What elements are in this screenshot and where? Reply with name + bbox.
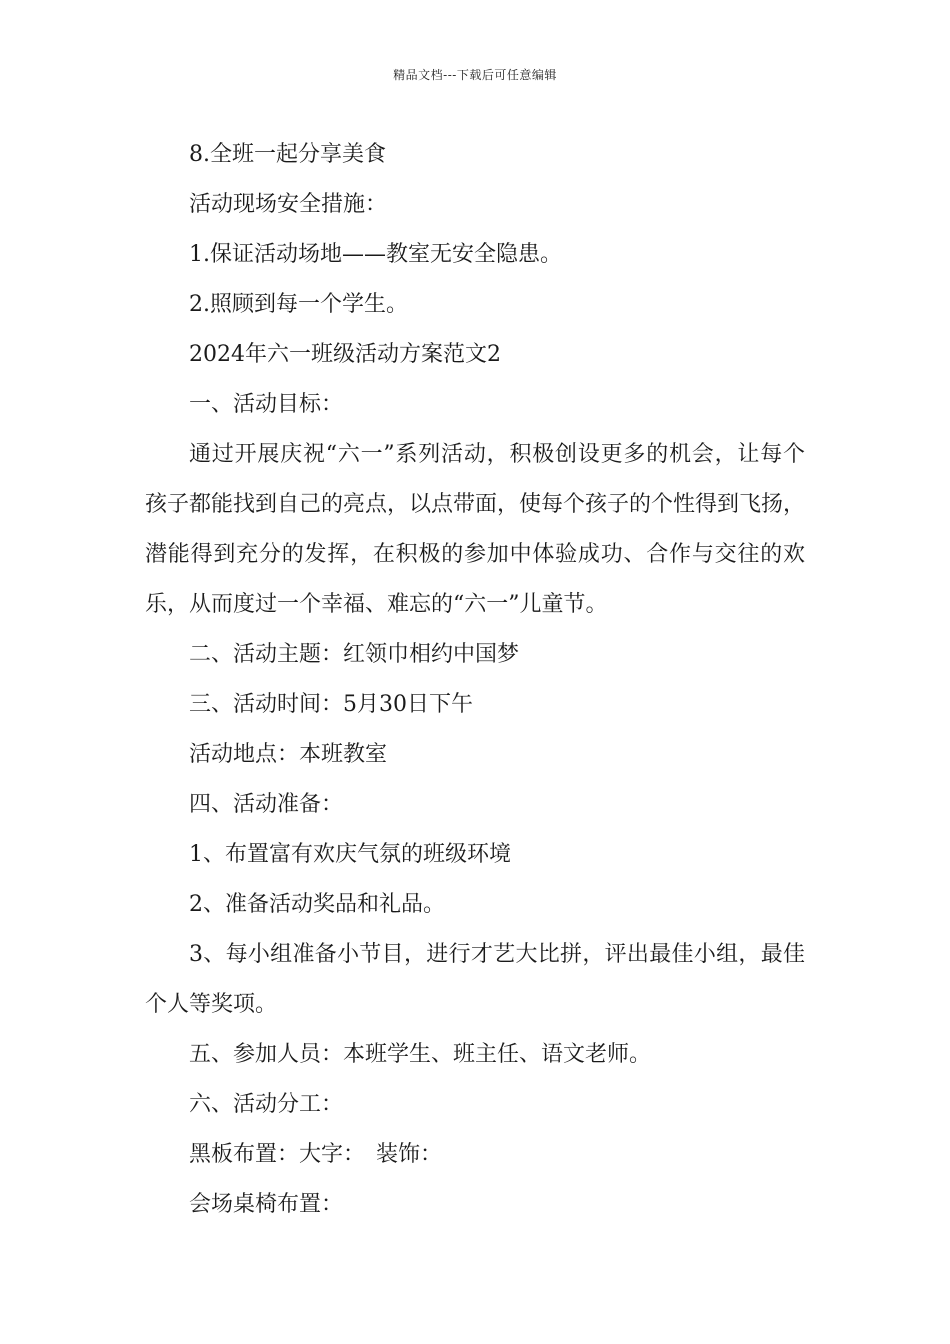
heading-preparation: 四、活动准备： bbox=[189, 792, 344, 817]
paragraph-safety-2: 2.照顾到每一个学生。 bbox=[189, 292, 408, 317]
paragraph-prep-3: 3、每小组准备小节目，进行才艺大比拼，评出最佳小组，最佳个人等奖项。 bbox=[145, 942, 805, 1017]
heading-division: 六、活动分工： bbox=[189, 1092, 344, 1117]
paragraph-prep-1: 1、布置富有欢庆气氛的班级环境 bbox=[189, 842, 511, 867]
paragraph-location: 活动地点：本班教室 bbox=[189, 742, 388, 767]
heading-theme: 二、活动主题：红领巾相约中国梦 bbox=[189, 642, 520, 667]
paragraph-blackboard: 黑板布置：大字： 装饰： bbox=[189, 1142, 443, 1167]
paragraph-prep-2: 2、准备活动奖品和礼品。 bbox=[189, 892, 445, 917]
page-header: 精品文档---下载后可任意编辑 bbox=[393, 68, 557, 82]
paragraph-goal: 通过开展庆祝“六一”系列活动，积极创设更多的机会，让每个孩子都能找到自己的亮点，以点带面，使每个孩子的个性得到飞扬，潜能得到充分的发挥，在积极的参加中体验成功、合作与交往的欢乐，从而度过一个幸福、难忘的“六一”儿童节。 bbox=[145, 442, 806, 617]
paragraph-safety-heading: 活动现场安全措施： bbox=[189, 192, 388, 217]
paragraph-safety-1: 1.保证活动场地——教室无安全隐患。 bbox=[189, 242, 562, 267]
document-body bbox=[145, 130, 805, 1230]
paragraph-share-food: 8.全班一起分享美食 bbox=[189, 142, 386, 167]
paragraph-venue-seating: 会场桌椅布置： bbox=[189, 1192, 344, 1217]
heading-time: 三、活动时间：5月30日下午 bbox=[189, 692, 473, 717]
section-title: 2024年六一班级活动方案范文2 bbox=[189, 342, 501, 367]
heading-goal: 一、活动目标： bbox=[189, 392, 344, 417]
heading-participants: 五、参加人员：本班学生、班主任、语文老师。 bbox=[189, 1042, 652, 1067]
